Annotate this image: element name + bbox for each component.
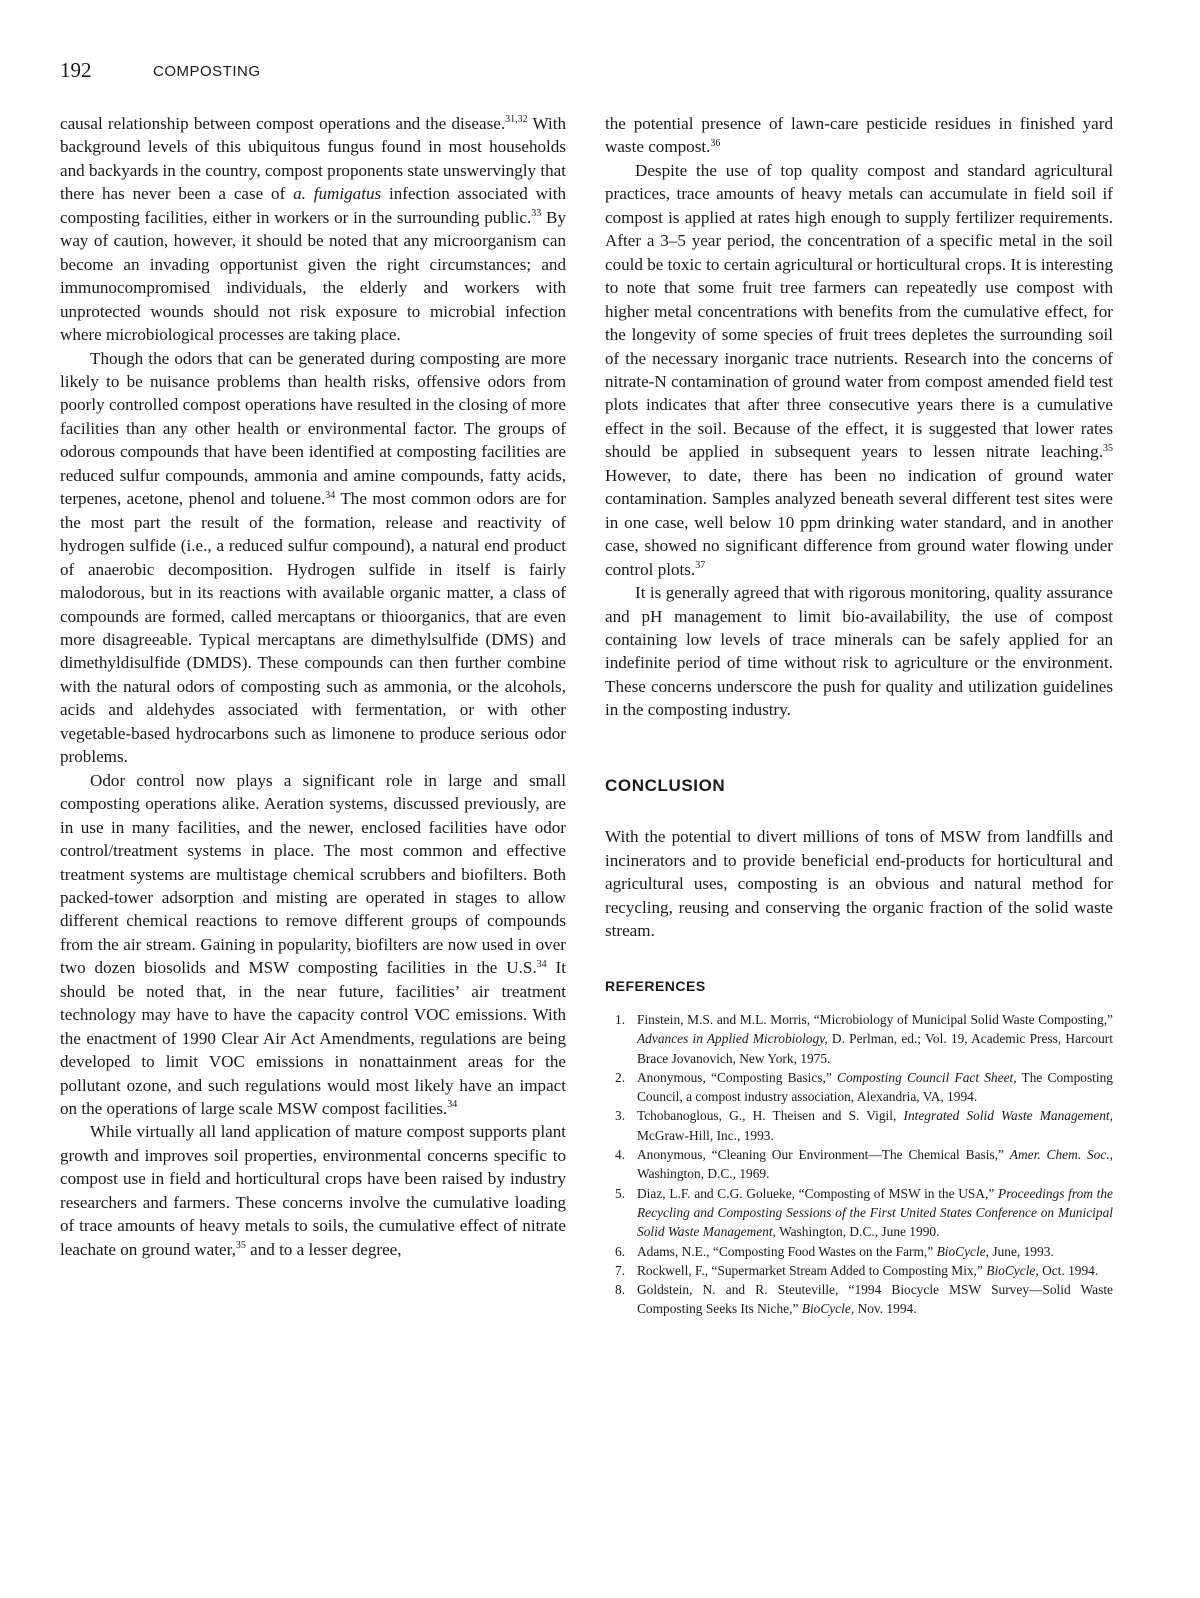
- conclusion-paragraph: With the potential to divert millions of tons of MSW from landfills and incinerators and to provide beneficial end-products for horticultural and agricultural uses, composting is an obvious and natural method for recycling, reusing and conserving the organic fraction of the solid waste stream.: [605, 827, 1113, 941]
- section-heading-conclusion: CONCLUSION: [605, 775, 726, 795]
- section-heading-references: REFERENCES: [605, 977, 706, 994]
- running-head: COMPOSTING: [153, 63, 261, 80]
- reference-item: 2. Anonymous, “Composting Basics,” Composting Council Fact Sheet, The Composting Council, a compost industry association, Alexandria, VA, 1994.: [615, 1069, 1114, 1105]
- page-number: 192: [60, 58, 92, 82]
- paragraph: Despite the use of top quality compost and standard agricultural practices, trace amounts of heavy metals can accumulate in field soil if compost is applied at rates high enough to supply fertilizer requirements. After a 3–5 year period, the concentration of a specific metal in the soil could be toxic to certain agricultural or horticultural crops. It is interesting to note that some fruit tree farmers can repeatedly use compost with higher metal concentrations with benefits from the cumulative effect, for the longevity of some species of fruit trees depletes the surrounding soil of the necessary inorganic trace nutrients. Research into the concerns of nitrate-N contamination of ground water from compost amended field test plots indicates that after three consecutive years there is a cumulative effect in the soil. Because of the effect, it is suggested that lower rates should be applied in subsequent years to lessen nitrate leaching.$^{35}$ However, to date, there has been no indication of ground water contamination. Samples analyzed beneath several different test sites were in one case, well below 10 ppm drinking water standard, and in another case, showed no significant difference from ground water flowing under control plots.$^{37}$: [605, 160, 1113, 579]
- reference-item: 8. Goldstein, N. and R. Steuteville, “1994 Biocycle MSW Survey—Solid Waste Composting Seeks Its Niche,” BioCycle, Nov. 1994.: [615, 1282, 1113, 1317]
- reference-item: 6. Adams, N.E., “Composting Food Wastes on the Farm,” BioCycle, June, 1993.: [615, 1243, 1054, 1259]
- paragraph: Though the odors that can be generated during composting are more likely to be nuisance problems than health risks, offensive odors from poorly controlled compost operations have resulted in the closing of more facilities than any other health or environmental factor. The groups of odorous compounds that have been identified at composting facilities are reduced sulfur compounds, ammonia and amine compounds, fatty acids, terpenes, acetone, phenol and toluene.$^{34}$ The most common odors are for the most part the result of the formation, release and reactivity of hydrogen sulfide (i.e., a reduced sulfur compound), a natural end product of anaerobic decomposition. Hydrogen sulfide in itself is fairly malodorous, but in its reactions with available organic matter, a class of compounds are formed, called mercaptans or thioorganics, that are even more disagreeable. Typical mercaptans are dimethylsulfide (DMS) and dimethyldisulfide (DMDS). These compounds can then further combine with the natural odors of composting such as ammonia, or the alcohols, acids and aldehydes associated with fermentation, or with other vegetable-based hydrocarbons such as limonene to produce serious odor problems.: [60, 348, 566, 767]
- paragraph: While virtually all land application of mature compost supports plant growth and improves soil properties, environmental concerns specific to compost use in field and horticultural crops have been raised by industry researchers and farmers. These concerns involve the cumulative loading of trace amounts of heavy metals to soils, the cumulative effect of nitrate leachate on ground water,$^{35}$ and to a lesser degree,: [60, 1122, 566, 1259]
- left-column: [60, 112, 566, 1261]
- paragraph: Odor control now plays a significant role in large and small composting operations alike. Aeration systems, discussed previously, are in use in many facilities, and the newer, enclosed facilities have odor control/treatment systems in place. The most common and effective treatment systems are multistage chemical scrubbers and biofilters. Both packed-tower adsorption and misting are operated in stages to allow different chemical reactions to remove different groups of compounds from the air stream. Gaining in popularity, biofilters are now used in over two dozen biosolids and MSW composting facilities in the U.S.$^{34}$ It should be noted that, in the near future, facilities’ air treatment technology may have to have the capacity control VOC emissions. With the enactment of 1990 Clear Air Act Amendments, regulations are being developed to limit VOC emissions in nonattainment areas for the pollutant ozone, and such regulations would most likely have an impact on the operations of large scale MSW compost facilities.$^{34}$: [60, 770, 566, 1119]
- reference-item: 5. Diaz, L.F. and C.G. Golueke, “Composting of MSW in the USA,” Proceedings from the Recycling and Composting Sessions of the First United States Conference on Municipal Solid Waste Management, Washington, D.C., June 1990.: [615, 1185, 1113, 1240]
- right-column: [605, 112, 1113, 1319]
- reference-item: 1. Finstein, M.S. and M.L. Morris, “Microbiology of Municipal Solid Waste Composting,” Advances in Applied Microbiology, D. Perlman, ed.; Vol. 19, Academic Press, Harcourt Brace Jovanovich, New York, 1975.: [615, 1011, 1113, 1066]
- paragraph: It is generally agreed that with rigorous monitoring, quality assurance and pH management to limit bio-availability, the use of compost containing low levels of trace minerals can be safely applied for an indefinite period of time without risk to agriculture or the environment. These concerns underscore the push for quality and utilization guidelines in the composting industry.: [605, 583, 1113, 720]
- reference-list: [605, 1010, 1113, 1319]
- reference-item: 7. Rockwell, F., “Supermarket Stream Added to Composting Mix,” BioCycle, Oct. 1994.: [615, 1262, 1099, 1278]
- reference-item: 3. Tchobanoglous, G., H. Theisen and S. Vigil, Integrated Solid Waste Management, McGraw-Hill, Inc., 1993.: [615, 1108, 1113, 1143]
- paragraph: the potential presence of lawn-care pesticide residues in finished yard waste compost.$^{36}$: [605, 114, 1113, 157]
- reference-item: 4. Anonymous, “Cleaning Our Environment—The Chemical Basis,” Amer. Chem. Soc., Washington, D.C., 1969.: [615, 1147, 1113, 1182]
- paragraph: causal relationship between compost operations and the disease.$^{31,32}$ With background levels of this ubiquitous fungus found in most households and backyards in the country, compost proponents state unswervingly that there has never been a case of a. fumigatus infection associated with composting facilities, either in workers or in the surrounding public.$^{33}$ By way of caution, however, it should be noted that any microorganism can become an invading opportunist given the right circumstances; and immunocompromised individuals, the elderly and workers with unprotected wounds should not risk exposure to microbial infection where microbiological processes are taking place.: [60, 114, 566, 345]
